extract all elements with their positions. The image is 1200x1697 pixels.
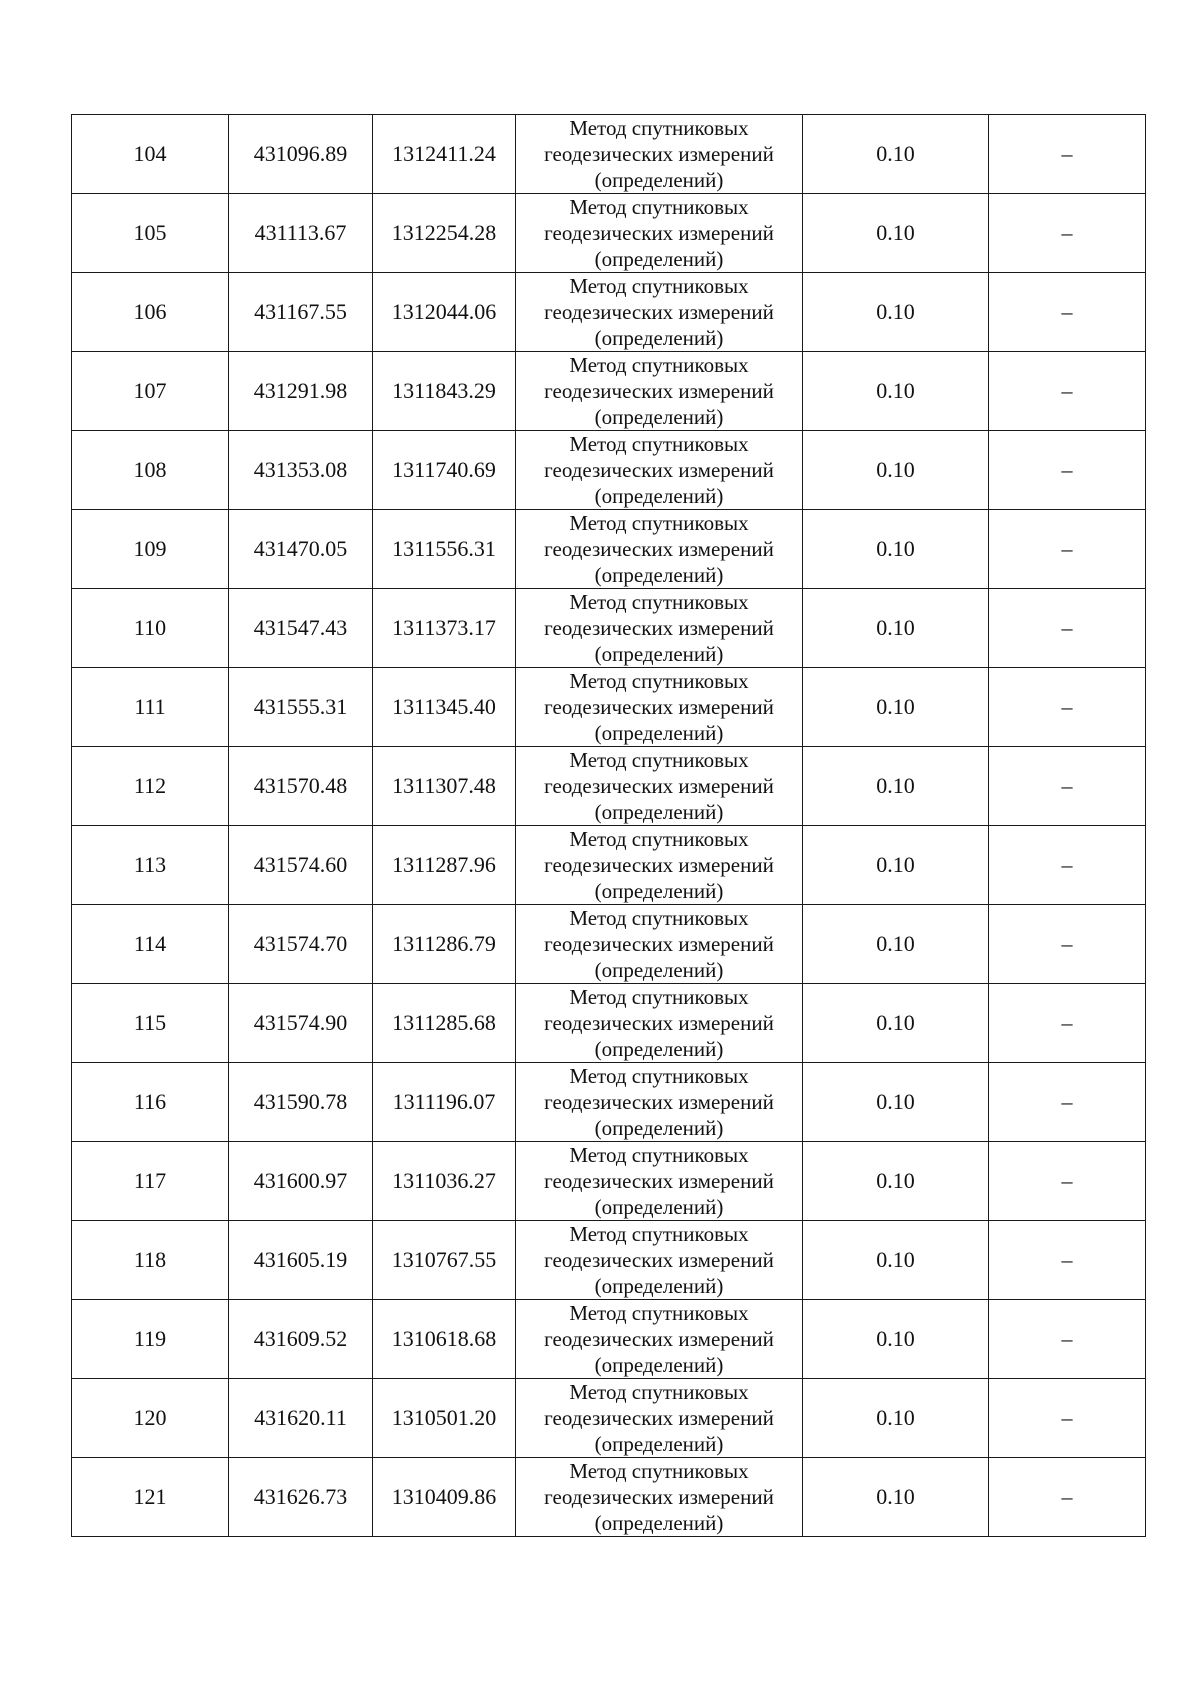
- point-number-cell: 107: [72, 352, 229, 431]
- point-number-cell: 115: [72, 984, 229, 1063]
- x-coordinate-cell: 431609.52: [229, 1300, 373, 1379]
- method-line-2: геодезических измерений: [544, 1485, 774, 1509]
- method-line-1: Метод спутниковых: [569, 1301, 749, 1325]
- accuracy-cell: 0.10: [803, 194, 989, 273]
- method-line-3: (определений): [594, 1116, 724, 1140]
- note-cell: –: [989, 668, 1146, 747]
- point-number-cell: 116: [72, 1063, 229, 1142]
- accuracy-cell: 0.10: [803, 826, 989, 905]
- method-cell: [516, 1063, 803, 1142]
- accuracy-cell: 0.10: [803, 589, 989, 668]
- table-row: [72, 273, 1146, 352]
- coordinates-table: [71, 114, 1146, 1537]
- table-body: [72, 115, 1146, 1537]
- y-coordinate-cell: 1310501.20: [373, 1379, 516, 1458]
- y-coordinate-cell: 1311307.48: [373, 747, 516, 826]
- note-cell: –: [989, 194, 1146, 273]
- table-row: [72, 1458, 1146, 1537]
- x-coordinate-cell: 431574.60: [229, 826, 373, 905]
- method-line-2: геодезических измерений: [544, 537, 774, 561]
- table-row: [72, 1142, 1146, 1221]
- method-line-1: Метод спутниковых: [569, 195, 749, 219]
- table-row: [72, 194, 1146, 273]
- table-row: [72, 115, 1146, 194]
- table-row: [72, 1221, 1146, 1300]
- method-line-2: геодезических измерений: [544, 774, 774, 798]
- method-cell: [516, 1300, 803, 1379]
- method-line-1: Метод спутниковых: [569, 432, 749, 456]
- y-coordinate-cell: 1311556.31: [373, 510, 516, 589]
- y-coordinate-cell: 1311285.68: [373, 984, 516, 1063]
- method-line-1: Метод спутниковых: [569, 1064, 749, 1088]
- point-number-cell: 104: [72, 115, 229, 194]
- y-coordinate-cell: 1310618.68: [373, 1300, 516, 1379]
- note-cell: –: [989, 510, 1146, 589]
- method-cell: [516, 352, 803, 431]
- method-line-2: геодезических измерений: [544, 1011, 774, 1035]
- note-cell: –: [989, 747, 1146, 826]
- method-line-3: (определений): [594, 326, 724, 350]
- accuracy-cell: 0.10: [803, 115, 989, 194]
- method-line-1: Метод спутниковых: [569, 511, 749, 535]
- x-coordinate-cell: 431547.43: [229, 589, 373, 668]
- note-cell: –: [989, 826, 1146, 905]
- table-row: [72, 747, 1146, 826]
- y-coordinate-cell: 1311196.07: [373, 1063, 516, 1142]
- note-cell: –: [989, 1221, 1146, 1300]
- table-row: [72, 984, 1146, 1063]
- accuracy-cell: 0.10: [803, 984, 989, 1063]
- method-line-3: (определений): [594, 958, 724, 982]
- y-coordinate-cell: 1311345.40: [373, 668, 516, 747]
- y-coordinate-cell: 1311287.96: [373, 826, 516, 905]
- y-coordinate-cell: 1311286.79: [373, 905, 516, 984]
- table-row: [72, 826, 1146, 905]
- method-cell: [516, 826, 803, 905]
- method-cell: [516, 1142, 803, 1221]
- y-coordinate-cell: 1311373.17: [373, 589, 516, 668]
- method-line-3: (определений): [594, 405, 724, 429]
- method-line-1: Метод спутниковых: [569, 1143, 749, 1167]
- point-number-cell: 114: [72, 905, 229, 984]
- table-row: [72, 1063, 1146, 1142]
- point-number-cell: 113: [72, 826, 229, 905]
- point-number-cell: 111: [72, 668, 229, 747]
- x-coordinate-cell: 431291.98: [229, 352, 373, 431]
- method-line-3: (определений): [594, 484, 724, 508]
- note-cell: –: [989, 984, 1146, 1063]
- x-coordinate-cell: 431574.90: [229, 984, 373, 1063]
- method-line-2: геодезических измерений: [544, 853, 774, 877]
- accuracy-cell: 0.10: [803, 668, 989, 747]
- y-coordinate-cell: 1310767.55: [373, 1221, 516, 1300]
- accuracy-cell: 0.10: [803, 431, 989, 510]
- x-coordinate-cell: 431113.67: [229, 194, 373, 273]
- point-number-cell: 106: [72, 273, 229, 352]
- method-line-1: Метод спутниковых: [569, 906, 749, 930]
- method-line-1: Метод спутниковых: [569, 1222, 749, 1246]
- table-row: [72, 905, 1146, 984]
- method-line-2: геодезических измерений: [544, 695, 774, 719]
- point-number-cell: 110: [72, 589, 229, 668]
- method-cell: [516, 194, 803, 273]
- method-line-3: (определений): [594, 800, 724, 824]
- method-line-3: (определений): [594, 642, 724, 666]
- method-line-3: (определений): [594, 879, 724, 903]
- method-line-1: Метод спутниковых: [569, 827, 749, 851]
- point-number-cell: 119: [72, 1300, 229, 1379]
- method-line-1: Метод спутниковых: [569, 669, 749, 693]
- note-cell: –: [989, 1142, 1146, 1221]
- point-number-cell: 118: [72, 1221, 229, 1300]
- method-line-2: геодезических измерений: [544, 1169, 774, 1193]
- method-line-1: Метод спутниковых: [569, 590, 749, 614]
- accuracy-cell: 0.10: [803, 1379, 989, 1458]
- table-row: [72, 431, 1146, 510]
- method-line-3: (определений): [594, 1353, 724, 1377]
- method-cell: [516, 510, 803, 589]
- method-line-1: Метод спутниковых: [569, 985, 749, 1009]
- method-line-2: геодезических измерений: [544, 221, 774, 245]
- x-coordinate-cell: 431167.55: [229, 273, 373, 352]
- table-row: [72, 668, 1146, 747]
- y-coordinate-cell: 1310409.86: [373, 1458, 516, 1537]
- method-line-1: Метод спутниковых: [569, 116, 749, 140]
- note-cell: –: [989, 589, 1146, 668]
- x-coordinate-cell: 431590.78: [229, 1063, 373, 1142]
- method-cell: [516, 115, 803, 194]
- note-cell: –: [989, 352, 1146, 431]
- method-cell: [516, 747, 803, 826]
- note-cell: –: [989, 1458, 1146, 1537]
- method-cell: [516, 984, 803, 1063]
- method-line-1: Метод спутниковых: [569, 274, 749, 298]
- note-cell: –: [989, 431, 1146, 510]
- table-row: [72, 352, 1146, 431]
- point-number-cell: 120: [72, 1379, 229, 1458]
- table-row: [72, 1379, 1146, 1458]
- point-number-cell: 108: [72, 431, 229, 510]
- point-number-cell: 121: [72, 1458, 229, 1537]
- method-cell: [516, 1221, 803, 1300]
- note-cell: –: [989, 115, 1146, 194]
- accuracy-cell: 0.10: [803, 510, 989, 589]
- table-row: [72, 510, 1146, 589]
- note-cell: –: [989, 1300, 1146, 1379]
- method-cell: [516, 431, 803, 510]
- method-cell: [516, 905, 803, 984]
- method-line-2: геодезических измерений: [544, 1327, 774, 1351]
- accuracy-cell: 0.10: [803, 352, 989, 431]
- method-line-3: (определений): [594, 247, 724, 271]
- method-line-2: геодезических измерений: [544, 300, 774, 324]
- accuracy-cell: 0.10: [803, 1300, 989, 1379]
- method-line-2: геодезических измерений: [544, 1248, 774, 1272]
- note-cell: –: [989, 1063, 1146, 1142]
- note-cell: –: [989, 1379, 1146, 1458]
- method-line-3: (определений): [594, 1274, 724, 1298]
- x-coordinate-cell: 431353.08: [229, 431, 373, 510]
- x-coordinate-cell: 431555.31: [229, 668, 373, 747]
- method-cell: [516, 668, 803, 747]
- x-coordinate-cell: 431470.05: [229, 510, 373, 589]
- method-line-1: Метод спутниковых: [569, 353, 749, 377]
- method-cell: [516, 589, 803, 668]
- method-line-3: (определений): [594, 563, 724, 587]
- method-line-2: геодезических измерений: [544, 142, 774, 166]
- point-number-cell: 109: [72, 510, 229, 589]
- y-coordinate-cell: 1312044.06: [373, 273, 516, 352]
- method-line-2: геодезических измерений: [544, 932, 774, 956]
- method-cell: [516, 273, 803, 352]
- method-line-3: (определений): [594, 721, 724, 745]
- accuracy-cell: 0.10: [803, 1142, 989, 1221]
- note-cell: –: [989, 905, 1146, 984]
- x-coordinate-cell: 431574.70: [229, 905, 373, 984]
- y-coordinate-cell: 1311740.69: [373, 431, 516, 510]
- note-cell: –: [989, 273, 1146, 352]
- accuracy-cell: 0.10: [803, 747, 989, 826]
- y-coordinate-cell: 1312254.28: [373, 194, 516, 273]
- table-row: [72, 589, 1146, 668]
- x-coordinate-cell: 431620.11: [229, 1379, 373, 1458]
- accuracy-cell: 0.10: [803, 1063, 989, 1142]
- method-line-3: (определений): [594, 1037, 724, 1061]
- x-coordinate-cell: 431626.73: [229, 1458, 373, 1537]
- method-line-3: (определений): [594, 1511, 724, 1535]
- accuracy-cell: 0.10: [803, 273, 989, 352]
- table-row: [72, 1300, 1146, 1379]
- point-number-cell: 105: [72, 194, 229, 273]
- method-line-2: геодезических измерений: [544, 616, 774, 640]
- point-number-cell: 117: [72, 1142, 229, 1221]
- x-coordinate-cell: 431600.97: [229, 1142, 373, 1221]
- method-line-1: Метод спутниковых: [569, 1459, 749, 1483]
- accuracy-cell: 0.10: [803, 1458, 989, 1537]
- method-line-2: геодезических измерений: [544, 1406, 774, 1430]
- accuracy-cell: 0.10: [803, 1221, 989, 1300]
- method-line-3: (определений): [594, 1195, 724, 1219]
- method-line-1: Метод спутниковых: [569, 1380, 749, 1404]
- point-number-cell: 112: [72, 747, 229, 826]
- y-coordinate-cell: 1312411.24: [373, 115, 516, 194]
- method-line-3: (определений): [594, 168, 724, 192]
- method-cell: [516, 1379, 803, 1458]
- method-line-2: геодезических измерений: [544, 458, 774, 482]
- method-line-2: геодезических измерений: [544, 379, 774, 403]
- method-cell: [516, 1458, 803, 1537]
- method-line-3: (определений): [594, 1432, 724, 1456]
- x-coordinate-cell: 431570.48: [229, 747, 373, 826]
- method-line-1: Метод спутниковых: [569, 748, 749, 772]
- method-line-2: геодезических измерений: [544, 1090, 774, 1114]
- y-coordinate-cell: 1311036.27: [373, 1142, 516, 1221]
- y-coordinate-cell: 1311843.29: [373, 352, 516, 431]
- x-coordinate-cell: 431096.89: [229, 115, 373, 194]
- accuracy-cell: 0.10: [803, 905, 989, 984]
- x-coordinate-cell: 431605.19: [229, 1221, 373, 1300]
